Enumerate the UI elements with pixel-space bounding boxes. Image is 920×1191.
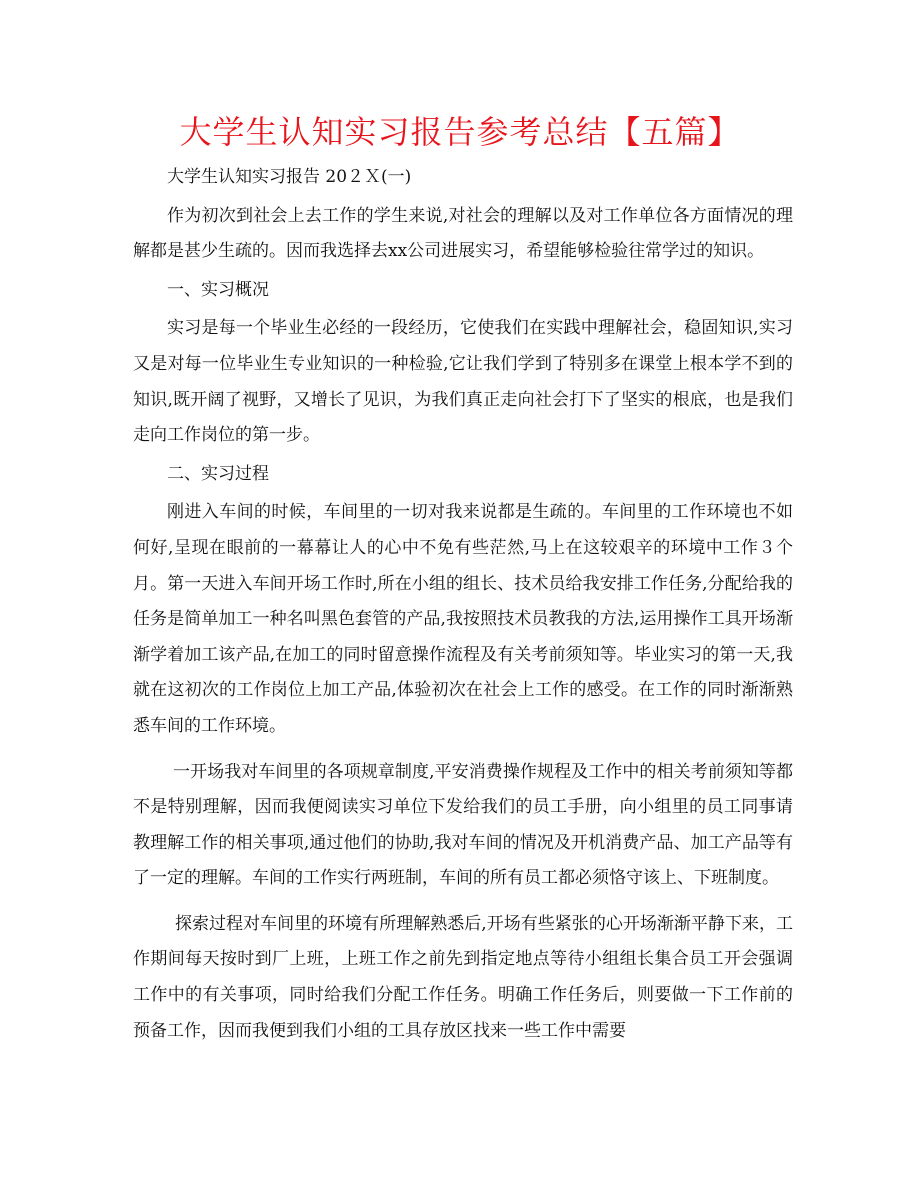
- paragraph: 刚进入车间的时候，车间里的一切对我来说都是生疏的。车间里的工作环境也不如何好,呈现在眼前的一幕幕让人的心中不免有些茫然,马上在这较艰辛的环境中工作３个月。第一天进入车间开场工作时,所在小组的组长、技术员给我安排工作任务,分配给我的任务是简单加工一种名叫黑色套管的产品,我按照技术员教我的方法,运用操作工具开场渐渐学着加工该产品,在加工的同时留意操作流程及有关考前须知等。毕业实习的第一天,我就在这初次的工作岗位上加工产品,体验初次在社会上工作的感受。在工作的同时渐渐熟悉车间的工作环境。: [133, 502, 793, 736]
- paragraph: 实习是每一个毕业生必经的一段经历，它使我们在实践中理解社会，稳固知识,实习又是对每一位毕业生专业知识的一种检验,它让我们学到了特别多在课堂上根本学不到的知识,既开阔了视野，又增长了见识，为我们真正走向社会打下了坚实的根底，也是我们走向工作岗位的第一步。: [133, 318, 793, 446]
- document-title: 大学生认知实习报告参考总结【五篇】: [179, 113, 741, 151]
- paragraph: 一开场我对车间里的各项规章制度,平安消费操作规程及工作中的相关考前须知等都不是特别理解，因而我便阅读实习单位下发给我们的员工手册，向小组里的员工同事请教理解工作的相关事项,通过他们的协助,我对车间的情况及开机消费产品、加工产品等有了一定的理解。车间的工作实行两班制，车间的所有员工都必须恪守该上、下班制度。: [133, 761, 793, 889]
- section-heading: 二、实习过程: [167, 463, 269, 484]
- paragraph: 探索过程对车间里的环境有所理解熟悉后,开场有些紧张的心开场渐渐平静下来，工作期间每天按时到厂上班，上班工作之前先到指定地点等待小组组长集合员工开会强调工作中的有关事项，同时给我们分配工作任务。明确工作任务后，则要做一下工作前的预备工作，因而我便到我们小组的工具存放区找来一些工作中需要: [133, 913, 793, 1041]
- paragraph: 作为初次到社会上去工作的学生来说,对社会的理解以及对工作单位各方面情况的理解都是甚少生疏的。因而我选择去xx公司进展实习，希望能够检验往常学过的知识。: [133, 205, 793, 262]
- section-heading: 一、实习概况: [167, 279, 269, 300]
- document-subtitle: 大学生认知实习报告 20２Ｘ(一): [167, 167, 412, 187]
- document-body: [133, 160, 793, 1049]
